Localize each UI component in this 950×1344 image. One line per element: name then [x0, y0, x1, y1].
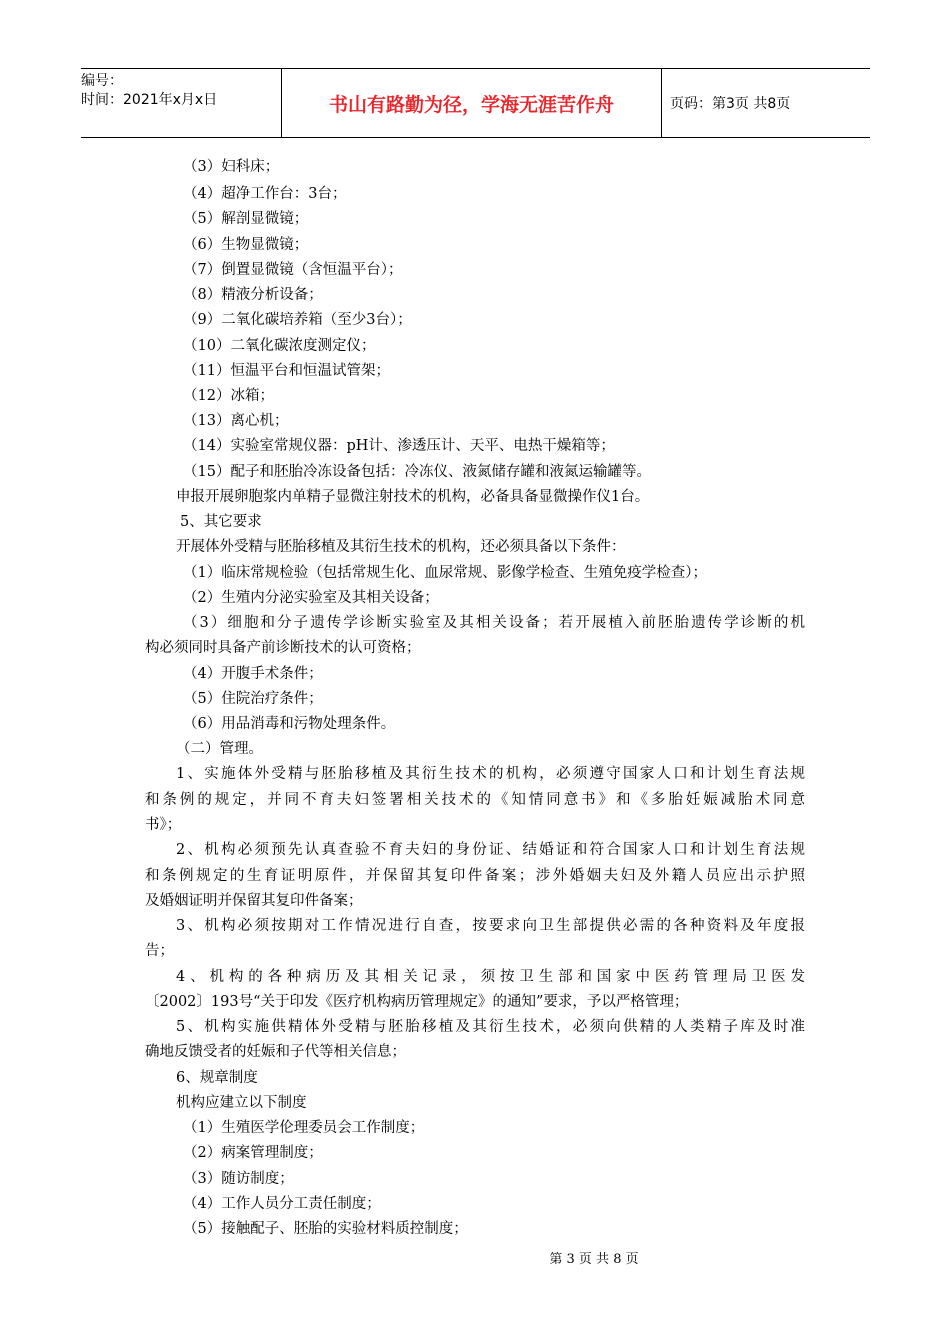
paragraph: 和条例的规定，并同不育夫妇签署相关技术的《知情同意书》和《多胎妊娠减胎术同意: [145, 792, 805, 808]
list-item: （13）离心机；: [183, 413, 289, 429]
list-item-continuation: 构必须同时具备产前诊断技术的认可资格；: [145, 640, 421, 656]
list-item: （15）配子和胚胎冷冻设备包括：冷冻仪、液氮储存罐和液氮运输罐等。: [183, 464, 651, 480]
section-heading: 5、其它要求: [180, 514, 262, 530]
list-item: （3）妇科床；: [183, 159, 280, 175]
list-item: （6）生物显微镜；: [183, 237, 309, 253]
list-item: （5）住院治疗条件；: [183, 691, 323, 707]
list-item: （2）生殖内分泌实验室及其相关设备；: [183, 590, 439, 606]
header-page-number: 页码：第3页 共8页: [670, 96, 791, 112]
header-motto: 书山有路勤为径，学海无涯苦作舟: [282, 69, 662, 137]
list-item: （7）倒置显微镜（含恒温平台）；: [183, 262, 403, 278]
list-item: （5）解剖显微镜；: [183, 211, 309, 227]
paragraph: 确地反馈受者的妊娠和子代等相关信息；: [145, 1044, 406, 1060]
paragraph: 和条例规定的生育证明原件，并保留其复印件备案；涉外婚姻夫妇及外籍人员应出示护照: [145, 868, 805, 884]
paragraph: 4、机构的各种病历及其相关记录，须按卫生部和国家中医药管理局卫医发: [176, 969, 805, 985]
paragraph: 1、实施体外受精与胚胎移植及其衍生技术的机构，必须遵守国家人口和计划生育法规: [176, 766, 805, 782]
list-item: （10）二氧化碳浓度测定仪；: [183, 338, 376, 354]
section-heading: （二）管理。: [176, 741, 263, 757]
list-item: （3）细胞和分子遗传学诊断实验室及其相关设备；若开展植入前胚胎遗传学诊断的机: [183, 615, 805, 631]
list-item: （5）接触配子、胚胎的实验材料质控制度；: [183, 1221, 468, 1237]
list-item: （14）实验室常规仪器：pH计、渗透压计、天平、电热干燥箱等；: [183, 438, 615, 454]
list-item: （1）临床常规检验（包括常规生化、血尿常规、影像学检查、生殖免疫学检查）；: [183, 565, 707, 581]
list-item: （2）病案管理制度；: [183, 1145, 323, 1161]
list-item: （11）恒温平台和恒温试管架；: [183, 363, 390, 379]
list-item: （4）工作人员分工责任制度；: [183, 1196, 381, 1212]
header-meta: [81, 69, 282, 137]
list-item: （12）冰箱；: [183, 388, 274, 404]
paragraph: 告；: [145, 943, 174, 959]
section-heading: 6、规章制度: [176, 1070, 258, 1086]
paragraph: 3、机构必须按期对工作情况进行自查，按要求向卫生部提供必需的各种资料及年度报: [176, 918, 805, 934]
list-item: （9）二氧化碳培养箱（至少3台）；: [183, 312, 412, 328]
list-item: （8）精液分析设备；: [183, 287, 323, 303]
paragraph: 机构应建立以下制度: [176, 1095, 307, 1111]
paragraph: 5、机构实施供精体外受精与胚胎移植及其衍生技术，必须向供精的人类精子库及时准: [176, 1019, 805, 1035]
paragraph: 书》；: [145, 817, 182, 833]
list-item: （3）随访制度；: [183, 1171, 294, 1187]
paragraph: 申报开展卵胞浆内单精子显微注射技术的机构，必备具备显微操作仪1台。: [176, 489, 650, 505]
document-date: 时间：2021年x月x日: [81, 92, 218, 108]
paragraph: 及婚姻证明并保留其复印件备案；: [145, 893, 363, 909]
paragraph: 2、机构必须预先认真查验不育夫妇的身份证、结婚证和符合国家人口和计划生育法规: [176, 842, 805, 858]
list-item: （1）生殖医学伦理委员会工作制度；: [183, 1120, 425, 1136]
list-item: （4）超净工作台：3台；: [183, 186, 347, 202]
list-item: （4）开腹手术条件；: [183, 666, 323, 682]
list-item: （6）用品消毒和污物处理条件。: [183, 716, 396, 732]
page-header: [81, 68, 870, 138]
paragraph: 〔2002〕193号“关于印发《医疗机构病历管理规定》的通知”要求，予以严格管理；: [145, 994, 689, 1010]
document-number-label: 编号：: [81, 73, 123, 89]
paragraph: 开展体外受精与胚胎移植及其衍生技术的机构，还必须具备以下条件：: [176, 539, 626, 555]
page-footer: 第 3 页 共 8 页: [549, 1252, 639, 1267]
